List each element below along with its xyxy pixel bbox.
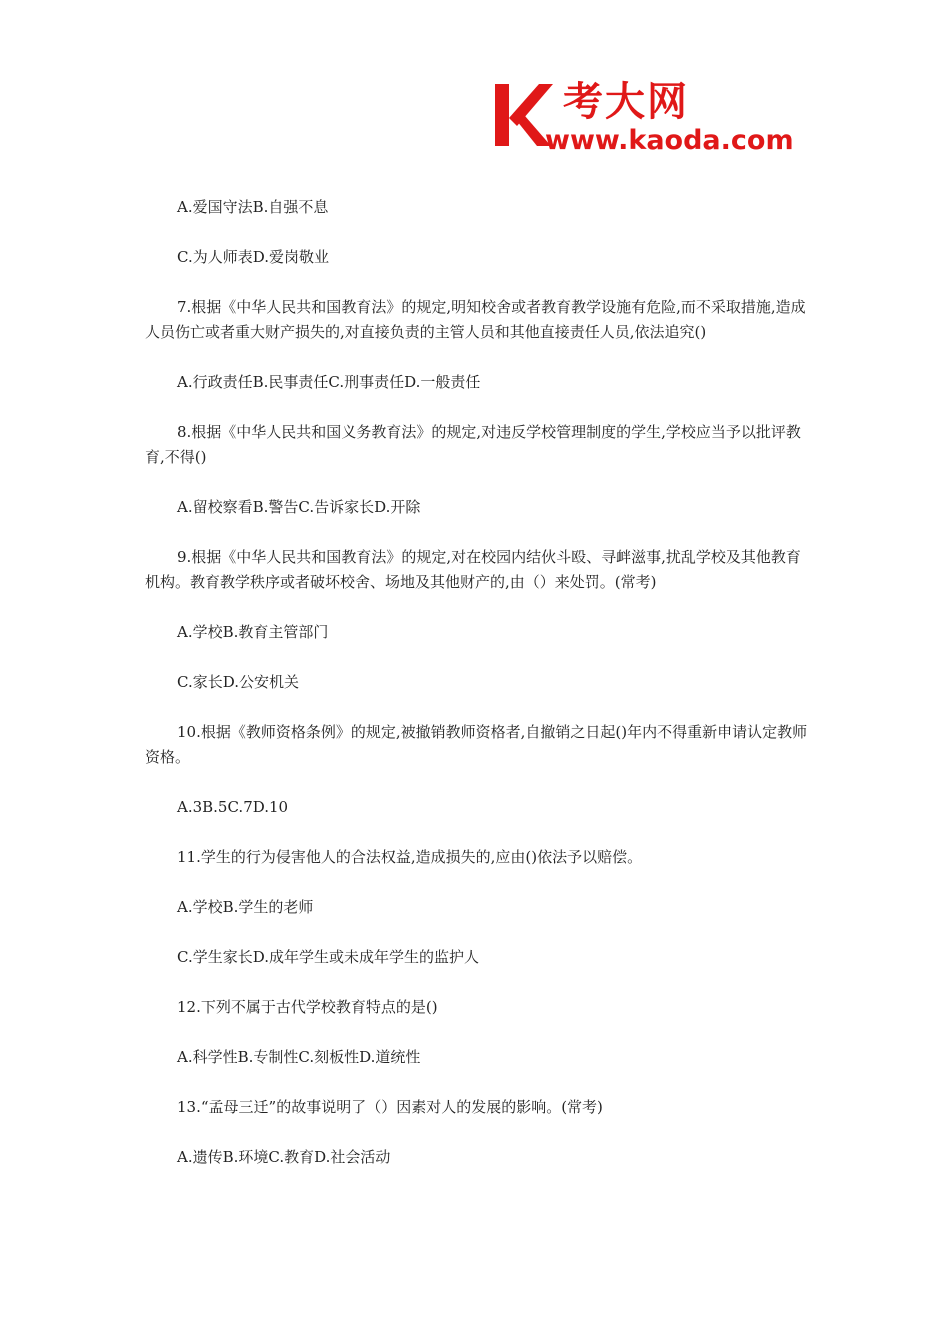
question-paragraph: 12.下列不属于古代学校教育特点的是() bbox=[177, 998, 438, 1016]
paragraph: C.学生家长D.成年学生或未成年学生的监护人 bbox=[177, 948, 479, 966]
paragraph: A.行政责任B.民事责任C.刑事责任D.一般责任 bbox=[177, 373, 481, 391]
paragraph: C.家长D.公安机关 bbox=[177, 673, 299, 691]
paragraph: C.为人师表D.爱岗敬业 bbox=[177, 248, 329, 266]
paragraph: A.科学性B.专制性C.刻板性D.道统性 bbox=[177, 1048, 421, 1066]
logo-title: 考大网 bbox=[563, 79, 689, 125]
paragraph: A.3B.5C.7D.10 bbox=[177, 798, 289, 816]
question-paragraph: 8.根据《中华人民共和国义务教育法》的规定,对违反学校管理制度的学生,学校应当予以批评教育,不得() bbox=[145, 423, 801, 466]
question-paragraph: 10.根据《教师资格条例》的规定,被撤销教师资格者,自撤销之日起()年内不得重新申请认定教师资格。 bbox=[145, 723, 808, 766]
question-paragraph: 11.学生的行为侵害他人的合法权益,造成损失的,应由()依法予以赔偿。 bbox=[177, 848, 643, 866]
question-paragraph: 7.根据《中华人民共和国教育法》的规定,明知校舍或者教育教学设施有危险,而不采取措施,造成人员伤亡或者重大财产损失的,对直接负责的主管人员和其他直接责任人员,依法追究() bbox=[145, 298, 806, 341]
paragraph: A.学校B.教育主管部门 bbox=[177, 623, 329, 641]
paragraph: A.爱国守法B.自强不息 bbox=[177, 198, 329, 216]
document-body bbox=[145, 195, 810, 1195]
paragraph: A.学校B.学生的老师 bbox=[177, 898, 314, 916]
logo-url: www.kaoda.com bbox=[545, 125, 794, 156]
question-paragraph: 13.“孟母三迁”的故事说明了（）因素对人的发展的影响。(常考) bbox=[177, 1098, 603, 1116]
kaoda-logo bbox=[493, 78, 813, 158]
paragraph: A.留校察看B.警告C.告诉家长D.开除 bbox=[177, 498, 421, 516]
paragraph: A.遗传B.环境C.教育D.社会活动 bbox=[177, 1148, 391, 1166]
question-paragraph: 9.根据《中华人民共和国教育法》的规定,对在校园内结伙斗殴、寻衅滋事,扰乱学校及其他教育机构。教育教学秩序或者破坏校舍、场地及其他财产的,由（）来处罚。(常考) bbox=[145, 548, 801, 591]
